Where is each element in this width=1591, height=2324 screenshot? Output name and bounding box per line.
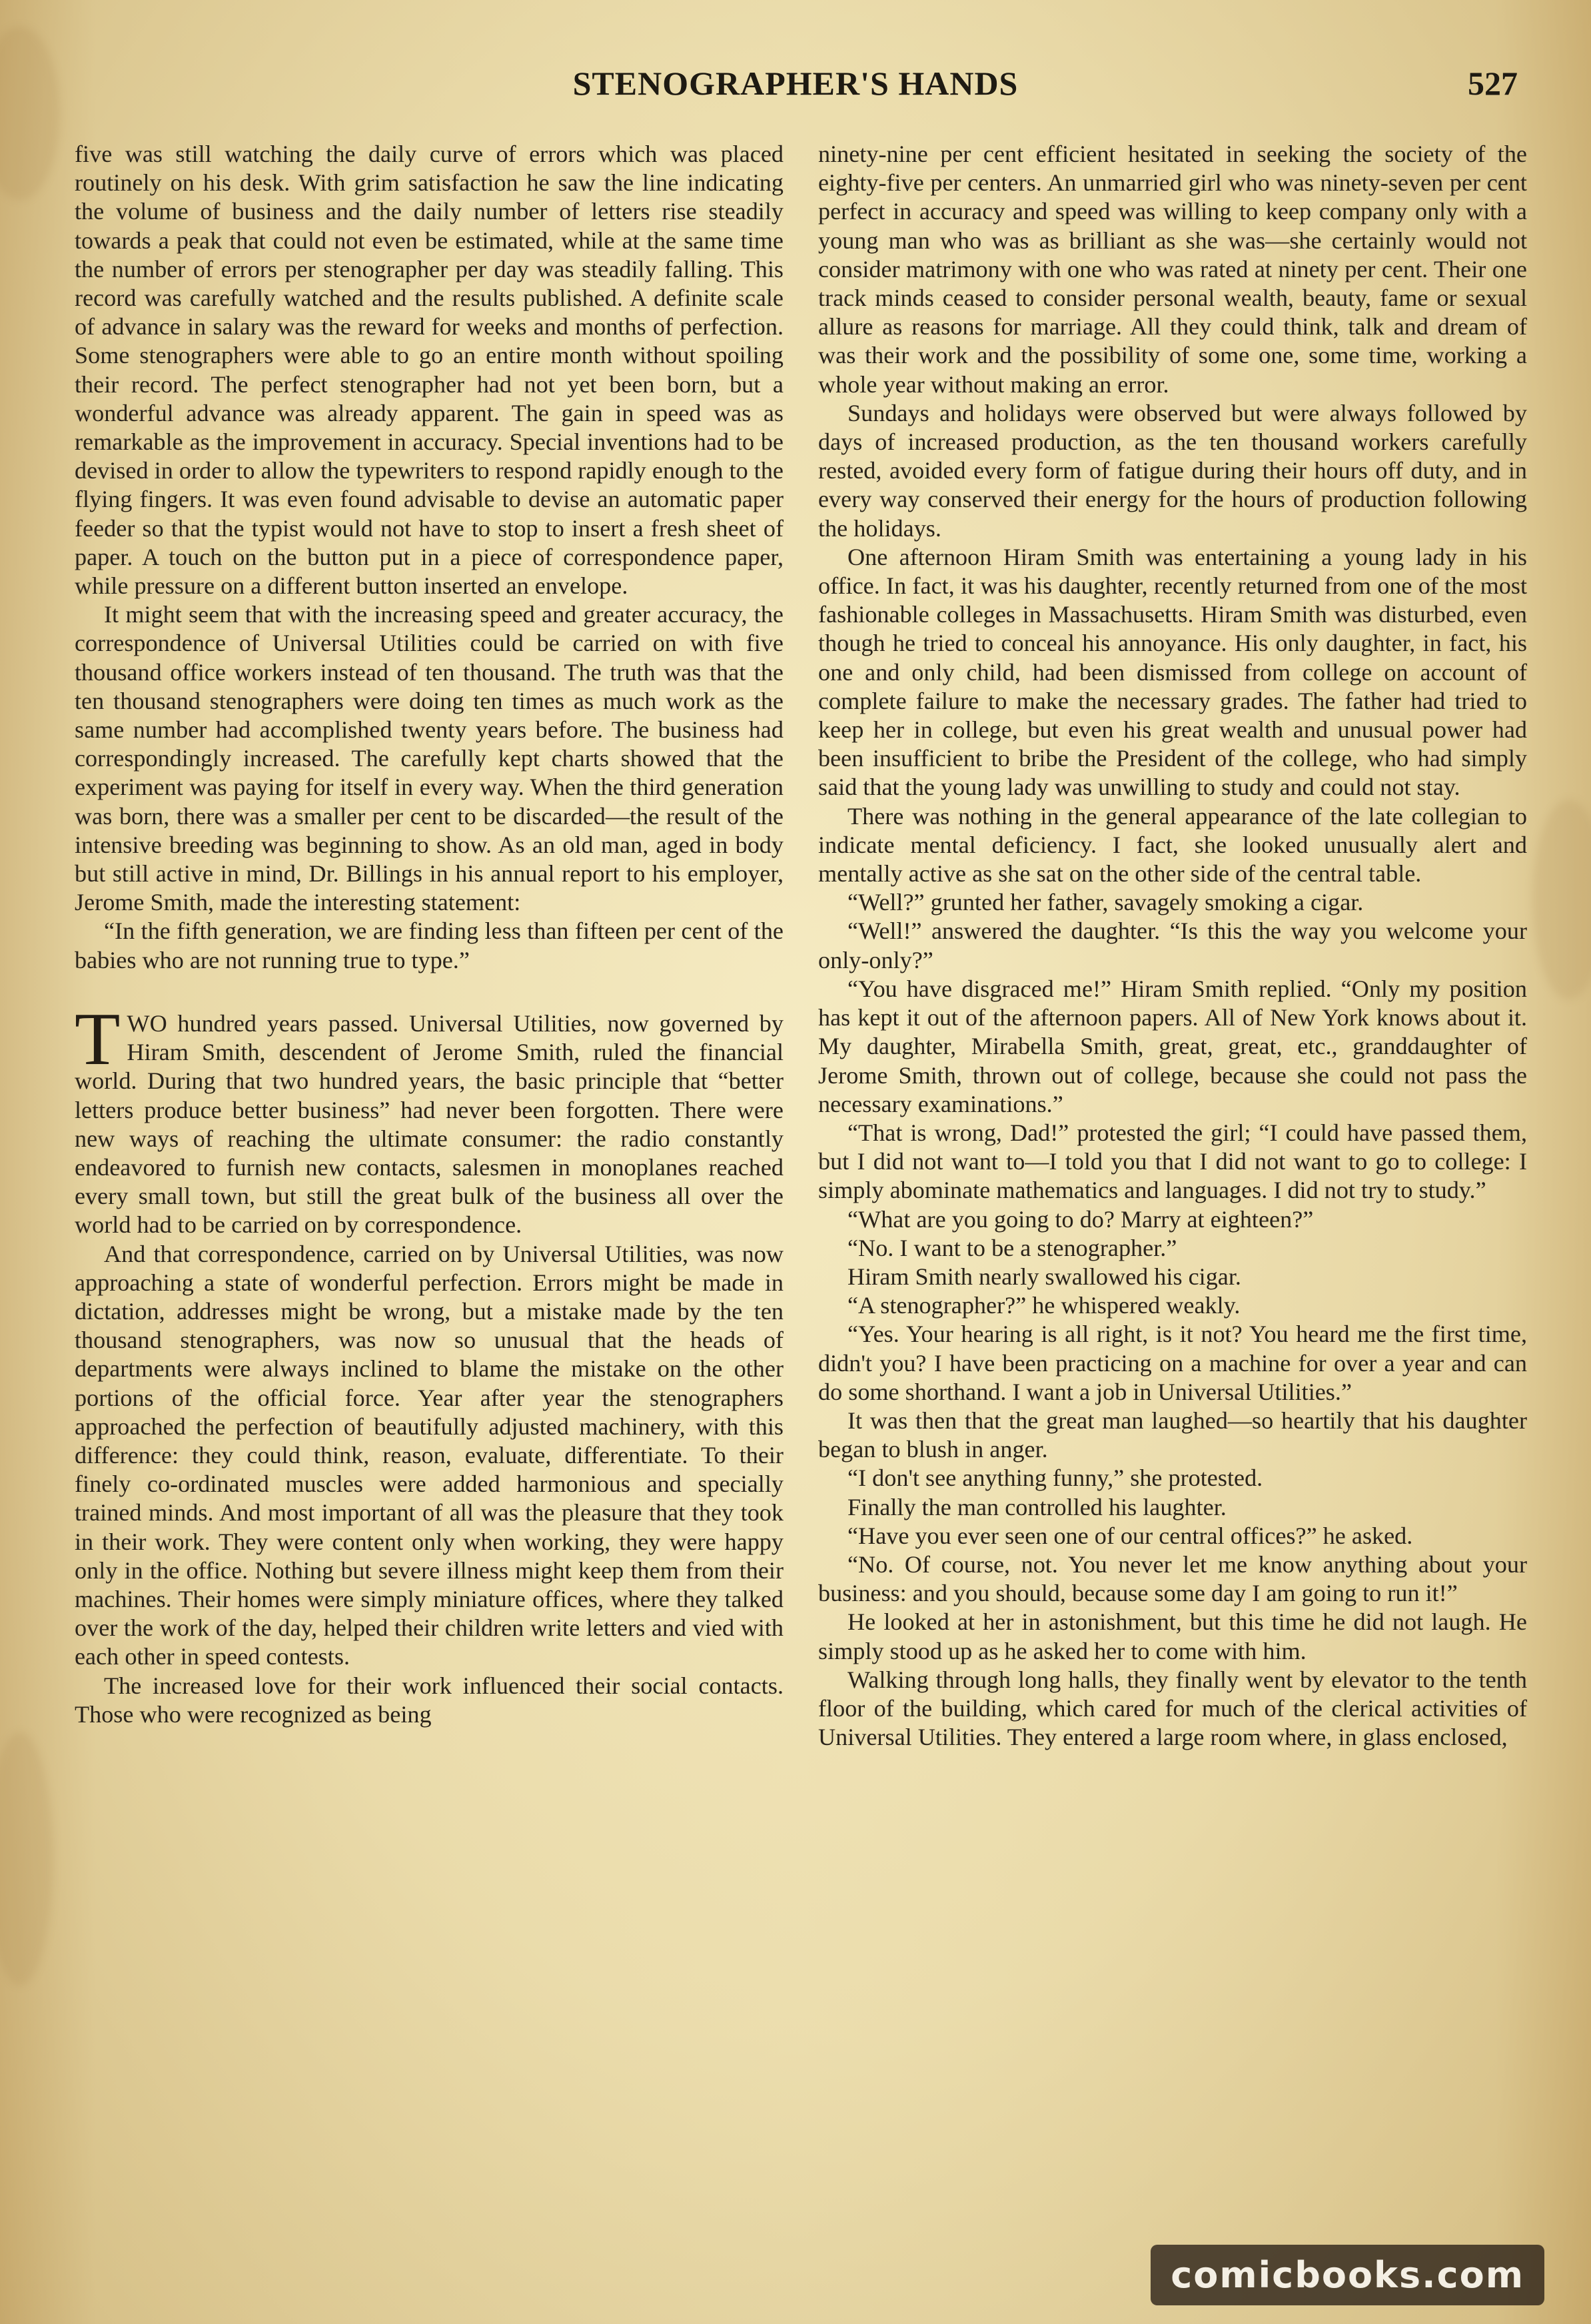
paper-stain: [0, 1732, 53, 1986]
right-column: [818, 140, 1527, 1752]
dialogue-paragraph: “Well?” grunted her father, savagely smoking a cigar.: [847, 889, 1364, 916]
paragraph: One afternoon Hiram Smith was entertaining a young lady in his office. In fact, it was his daughter, recently returned from one of the most fashionable colleges in Massachusetts. Hiram Smith was disturbed, even though he tried to conceal his annoyance. His only daughter, in fact, his one and only child, had been dismissed from college on account of complete failure to make the necessary grades. The father had tried to keep her in college, but even his great wealth and unusual power had been insufficient to bribe the President of the college, who had simply said that the young lady was unwilling to study and could not stay.: [818, 543, 1527, 801]
dialogue-paragraph: “Well!” answered the daughter. “Is this the way you welcome your only-only?”: [818, 917, 1527, 973]
paragraph: Sundays and holidays were observed but were always followed by days of increased production, as the ten thousand workers carefully rested, avoided every form of fatigue during their hours off duty, and in every way conserved their energy for the hours of production following the holidays.: [818, 399, 1527, 542]
running-head-title: STENOGRAPHER'S HANDS: [572, 65, 1019, 102]
paragraph: And that correspondence, carried on by Universal Utilities, was now approaching a state of wonderful perfection. Errors might be made in dictation, addresses might be wrong, but a mistake made by the ten thousand stenographers, was now so unusual that the heads of departments were always inclined to blame the mistake on the other portions of the official force. Year after year the stenographers approached the perfection of beautifully adjusted machinery, with this difference: they could think, reason, evaluate, differentiate. To their finely co-ordinated muscles were added harmonious and specially trained minds. And most important of all was the pleasure that they took in their work. They were content only when working, they were happy only in the office. Nothing but severe illness might keep them from their machines. Their homes were simply miniature offices, where they talked over the work of the day, helped their children write letters and vied with each other in speed contests.: [75, 1240, 784, 1670]
page-header: [0, 64, 1591, 117]
section-break: [75, 975, 784, 1009]
dialogue-paragraph: “A stenographer?” he whispered weakly.: [847, 1292, 1241, 1319]
paragraph: The increased love for their work influenced their social contacts. Those who were recognized as being: [75, 1672, 784, 1728]
paragraph: He looked at her in astonishment, but this time he did not laugh. He simply stood up as he asked her to come with him.: [818, 1608, 1527, 1664]
paragraph: Finally the man controlled his laughter.: [847, 1493, 1227, 1520]
left-column: [75, 140, 784, 1729]
drop-cap: T: [75, 997, 121, 1081]
site-watermark: comicbooks.com: [1151, 2245, 1544, 2305]
dialogue-paragraph: “Yes. Your hearing is all right, is it not? You heard me the first time, didn't you? I have been practicing on a machine for over a year and can do some shorthand. I want a job in Universal Utilities.”: [818, 1321, 1527, 1405]
dialogue-paragraph: “I don't see anything funny,” she protested.: [847, 1464, 1263, 1492]
paragraph: Hiram Smith nearly swallowed his cigar.: [847, 1263, 1241, 1290]
dialogue-paragraph: “What are you going to do? Marry at eighteen?”: [847, 1205, 1314, 1233]
paragraph: It was then that the great man laughed—so heartily that his daughter began to blush in anger.: [818, 1407, 1527, 1463]
paper-stain: [1532, 800, 1591, 999]
paragraph: Walking through long halls, they finally went by elevator to the tenth floor of the building, which cared for much of the clerical activities of Universal Utilities. They entered a large room where, in glass enclosed,: [818, 1666, 1527, 1751]
quote-paragraph: “In the fifth generation, we are finding less than fifteen per cent of the babies who are not running true to type.”: [75, 917, 784, 973]
dialogue-paragraph: “That is wrong, Dad!” protested the girl; “I could have passed them, but I did not want to—I told you that I did not want to go to college: I simply abominate mathematics and languages. I did not try to study.”: [818, 1119, 1527, 1204]
paragraph: It might seem that with the increasing speed and greater accuracy, the correspondence of Universal Utilities could be carried on with five thousand office workers instead of ten thousand. The truth was that the ten thousand stenographers were doing ten times as much work as the same number had accomplished twenty years before. The business had correspondingly increased. The carefully kept charts showed that the experiment was paying for itself in every way. When the third generation was born, there was a smaller per cent to be discarded—the result of the intensive breeding was beginning to show. As an old man, aged in body but still active in mind, Dr. Billings in his annual report to his employer, Jerome Smith, made the interesting statement:: [75, 601, 784, 916]
dialogue-paragraph: “No. Of course, not. You never let me know anything about your business: and you should, because some day I am going to run it!”: [818, 1550, 1527, 1607]
dialogue-paragraph: “You have disgraced me!” Hiram Smith replied. “Only my position has kept it out of the afternoon papers. All of New York knows about it. My daughter, Mirabella Smith, great, great, etc., granddaughter of Jerome Smith, thrown out of college, because she could not pass the necessary examinations.”: [818, 975, 1527, 1117]
paragraph: There was nothing in the general appearance of the late collegian to indicate mental deficiency. I fact, she looked unusually alert and mentally active as she sat on the other side of the central table.: [818, 802, 1527, 887]
dialogue-paragraph: “Have you ever seen one of our central offices?” he asked.: [847, 1522, 1413, 1549]
paragraph-text: WO hundred years passed. Universal Utilities, now governed by Hiram Smith, descendent of Jerome Smith, ruled the financial world. During that two hundred years, the basic principle that “better letters produce better business” had never been forgotten. There were new ways of reaching the ultimate consumer: the radio constantly endeavored to furnish new contacts, salesmen in monoplanes reached every small town, but still the great bulk of the business all over the world had to be carried on by correspondence.: [75, 1009, 784, 1239]
paragraph: five was still watching the daily curve of errors which was placed routinely on his desk. With grim satisfaction he saw the line indicating the volume of business and the daily number of letters rise steadily towards a peak that could not even be estimated, while at the same time the number of errors per stenographer per day was steadily falling. This record was carefully watched and the results published. A definite scale of advance in salary was the reward for weeks and months of perfection. Some stenographers were able to go an entire month without spoiling their record. The perfect stenographer had not yet been born, but a wonderful advance was already apparent. The gain in speed was as remarkable as the improvement in accuracy. Special inventions had to be devised in order to allow the typewriters to respond rapidly enough to the flying fingers. It was even found advisable to devise an automatic paper feeder so that the typist would not have to stop to insert a fresh sheet of paper. A touch on the button put in a piece of correspondence paper, while pressure on a different button inserted an envelope.: [75, 141, 784, 600]
section-opening-paragraph: [75, 997, 784, 1240]
dialogue-paragraph: “No. I want to be a stenographer.”: [847, 1234, 1177, 1261]
paragraph: ninety-nine per cent efficient hesitated in seeking the society of the eighty-five per centers. An unmarried girl who was ninety-seven per cent perfect in accuracy and speed was willing to keep company only with a young man who was as brilliant as she was—she certainly would not consider matrimony with one who was rated at ninety per cent. Their one track minds ceased to consider personal wealth, beauty, fame or sexual allure as reasons for marriage. All they could think, talk and dream of was their work and the possibility of some one, some time, working a whole year without making an error.: [818, 141, 1527, 398]
page-number: 527: [1468, 65, 1518, 102]
